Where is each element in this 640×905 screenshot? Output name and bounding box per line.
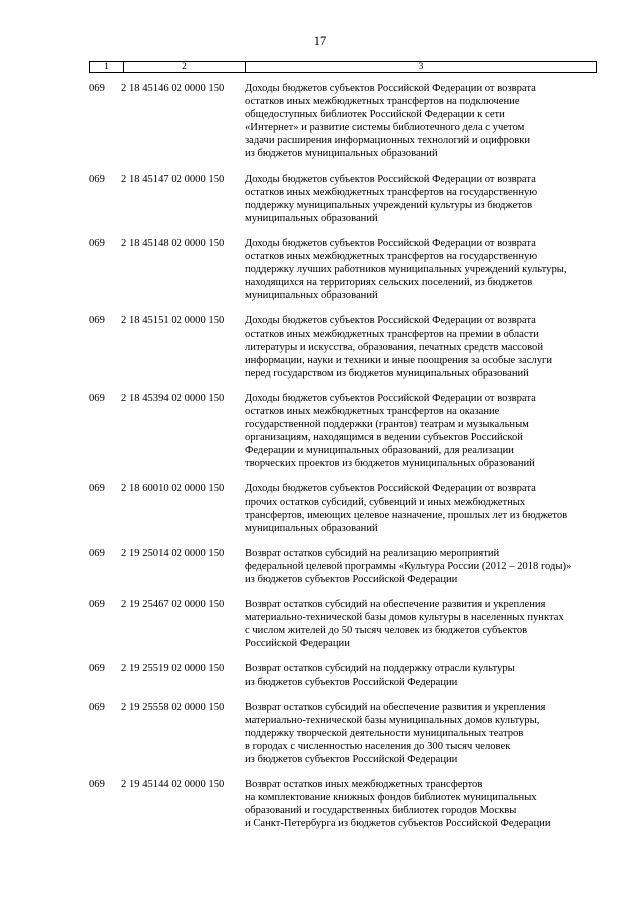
table-row [89,547,599,586]
budget-code: 2 19 25014 02 0000 150 [121,547,225,559]
income-description: Доходы бюджетов субъектов Российской Федерации от возврата остатков иных межбюджетных трансфертов на государственную поддержку муниципальных учреждений культуры из бюджетов муниципальных образований [245,173,538,224]
admin-code: 069 [89,599,105,611]
budget-code: 2 18 45146 02 0000 150 [121,83,225,94]
column-header-1: 1 [90,62,124,72]
column-header-2: 2 [124,62,246,72]
table-row [89,314,599,379]
table-row [89,598,599,650]
budget-code: 2 19 45144 02 0000 150 [121,779,225,791]
table-row [89,392,599,471]
table-body [89,82,599,843]
budget-code: 2 18 45148 02 0000 150 [121,237,225,249]
admin-code: 069 [89,173,105,185]
budget-code: 2 18 45394 02 0000 150 [121,392,225,404]
income-description: Доходы бюджетов субъектов Российской Федерации от возврата остатков иных межбюджетных трансфертов на оказание государственной поддержки (грантов) театрам и музыкальным организациям, находящимся в ведении субъектов Российской Федерации и муниципальных образований, для реализации творческих проектов из бюджетов муниципальных образований [245,392,536,470]
income-description: Возврат остатков субсидий на обеспечение развития и укрепления материально-технической базы муниципальных домов культуры, поддержку творческой деятельности муниципальных театров в городах с численностью населения до 300 тысяч человек из бюджетов субъектов Российской Федерации [245,701,546,766]
table-header [89,61,597,73]
budget-code: 2 18 45147 02 0000 150 [121,173,225,185]
budget-code: 2 19 25558 02 0000 150 [121,701,225,713]
table-row [89,701,599,766]
admin-code: 069 [89,663,105,675]
table-row [89,778,599,830]
budget-code: 2 18 45151 02 0000 150 [121,315,225,327]
admin-code: 069 [89,701,105,713]
income-description: Доходы бюджетов субъектов Российской Федерации от возврата остатков иных межбюджетных трансфертов на государственную поддержку лучших работников муниципальных учреждений культуры, находящихся на территориях сельских поселений, из бюджетов муниципальных образований [245,237,567,302]
admin-code: 069 [89,237,105,249]
admin-code: 069 [89,392,105,404]
admin-code: 069 [89,483,105,495]
table-row [89,482,599,534]
income-description: Возврат остатков субсидий на обеспечение развития и укрепления материально-технической базы домов культуры в населенных пунктах с числом жителей до 50 тысяч человек из бюджетов субъектов Российской Федерации [245,599,564,650]
income-description: Возврат остатков субсидий на поддержку отрасли культуры из бюджетов субъектов Российской Федерации [245,663,515,688]
budget-code: 2 19 25519 02 0000 150 [121,663,225,675]
table-row [89,662,599,688]
table-row [89,173,599,225]
column-header-3: 3 [418,62,424,72]
income-description: Доходы бюджетов субъектов Российской Федерации от возврата остатков иных межбюджетных трансфертов на подключение общедоступных библиотек Российской Федерации к сети «Интернет» и развитие системы библиотечного дела с учетом задачи расширения информационных технологий и оцифровки из бюджетов муниципальных образований [245,83,536,160]
budget-code: 2 19 25467 02 0000 150 [121,599,225,611]
admin-code: 069 [89,547,105,559]
income-description: Доходы бюджетов субъектов Российской Федерации от возврата прочих остатков субсидий, субвенций и иных межбюджетных трансфертов, имеющих целевое назначение, прошлых лет из бюджетов муниципальных образований [245,483,568,534]
admin-code: 069 [89,779,105,791]
table-row [89,82,599,161]
income-description: Возврат остатков субсидий на реализацию мероприятий федеральной целевой программы «Культура России (2012 – 2018 годы)» из бюджетов субъектов Российской Федерации [245,547,572,585]
table-row [89,237,599,302]
page-number: 17 [313,34,327,48]
budget-code: 2 18 60010 02 0000 150 [121,483,225,495]
income-description: Доходы бюджетов субъектов Российской Федерации от возврата остатков иных межбюджетных трансфертов на премии в области литературы и искусства, образования, печатных средств массовой информации, науки и техники и иные поощрения за особые заслуги перед государством из бюджетов муниципальных образований [245,315,553,379]
admin-code: 069 [89,315,105,327]
admin-code: 069 [89,83,105,94]
income-description: Возврат остатков иных межбюджетных трансфертов на комплектование книжных фондов библиотек муниципальных образований и государственных библиотек городов Москвы и Санкт-Петербурга из бюджетов субъектов Российской Федерации [245,779,551,830]
